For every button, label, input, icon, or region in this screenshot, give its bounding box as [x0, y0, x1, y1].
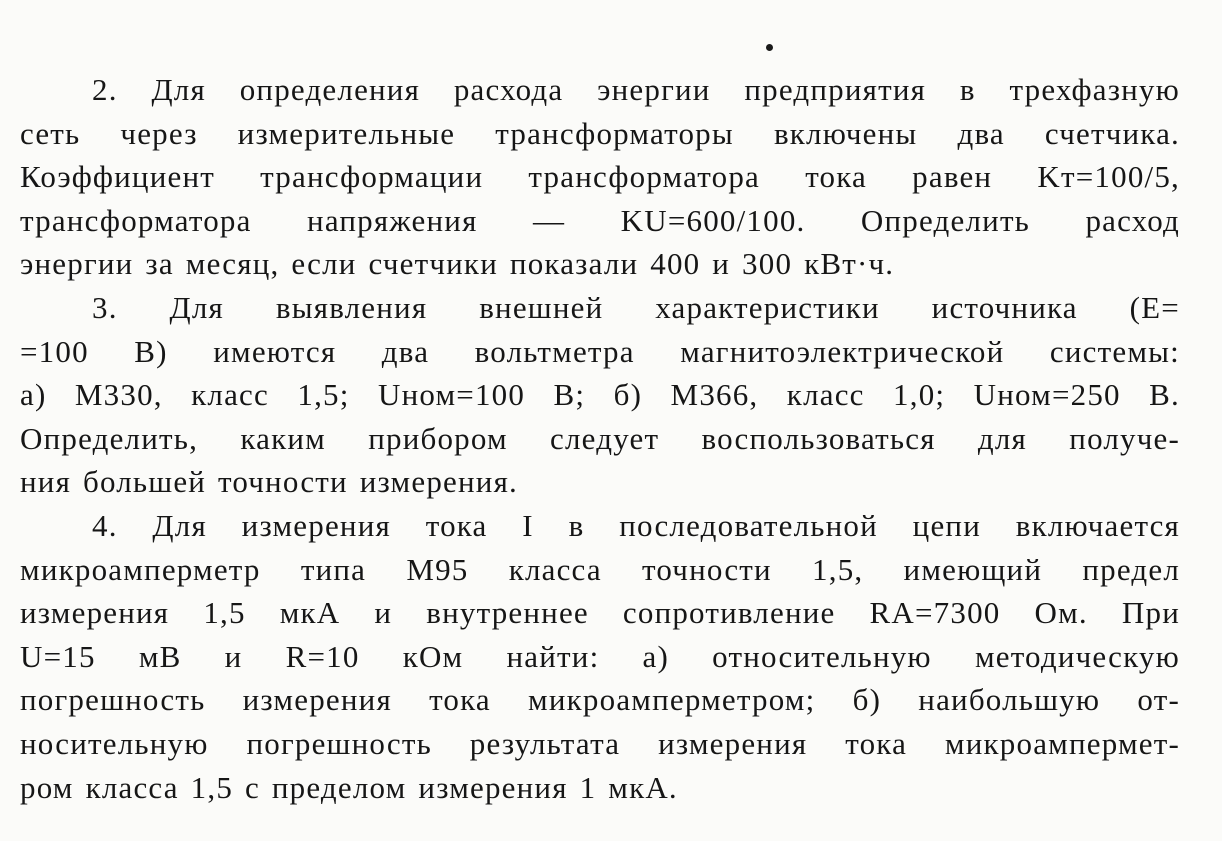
text-line: погрешность измерения тока микроамперметром; б) наибольшую от- [20, 682, 1180, 718]
text-line: U=15 мВ и R=10 кОм найти: а) относительную методическую [20, 638, 1180, 674]
text-line: 2. Для определения расхода энергии предприятия в трехфазную [92, 72, 1180, 107]
ink-speck [766, 44, 773, 51]
text-line: ния большей точности измерения. [20, 464, 518, 500]
text-line: носительную погрешность результата измерения тока микроампермет- [20, 725, 1180, 761]
text-body [20, 68, 1180, 809]
text-line: измерения 1,5 мкА и внутреннее сопротивление RA=7300 Ом. При [20, 595, 1180, 631]
text-line: ром класса 1,5 с пределом измерения 1 мкА. [20, 769, 678, 805]
text-line: 4. Для измерения тока I в последовательной цепи включается [92, 507, 1180, 543]
problem-4 [20, 504, 1180, 809]
problem-3 [20, 286, 1180, 504]
text-line: Определить, каким прибором следует воспользоваться для получе- [20, 420, 1180, 456]
text-line: трансформатора напряжения — KU=600/100. Определить расход [20, 202, 1180, 238]
text-line: =100 В) имеются два вольтметра магнитоэлектрической системы: [20, 333, 1180, 369]
text-line: а) М330, класс 1,5; Uном=100 В; б) М366, класс 1,0; Uном=250 В. [20, 377, 1180, 413]
text-line: микроамперметр типа М95 класса точности 1,5, имеющий предел [20, 551, 1180, 587]
problem-2 [20, 68, 1180, 286]
text-line: энергии за месяц, если счетчики показали 400 и 300 кВт·ч. [20, 246, 895, 282]
text-line: 3. Для выявления внешней характеристики источника (E= [92, 289, 1180, 325]
text-line: сеть через измерительные трансформаторы включены два счетчика. [20, 115, 1180, 151]
text-line: Коэффициент трансформации трансформатора тока равен Kт=100/5, [20, 159, 1180, 195]
